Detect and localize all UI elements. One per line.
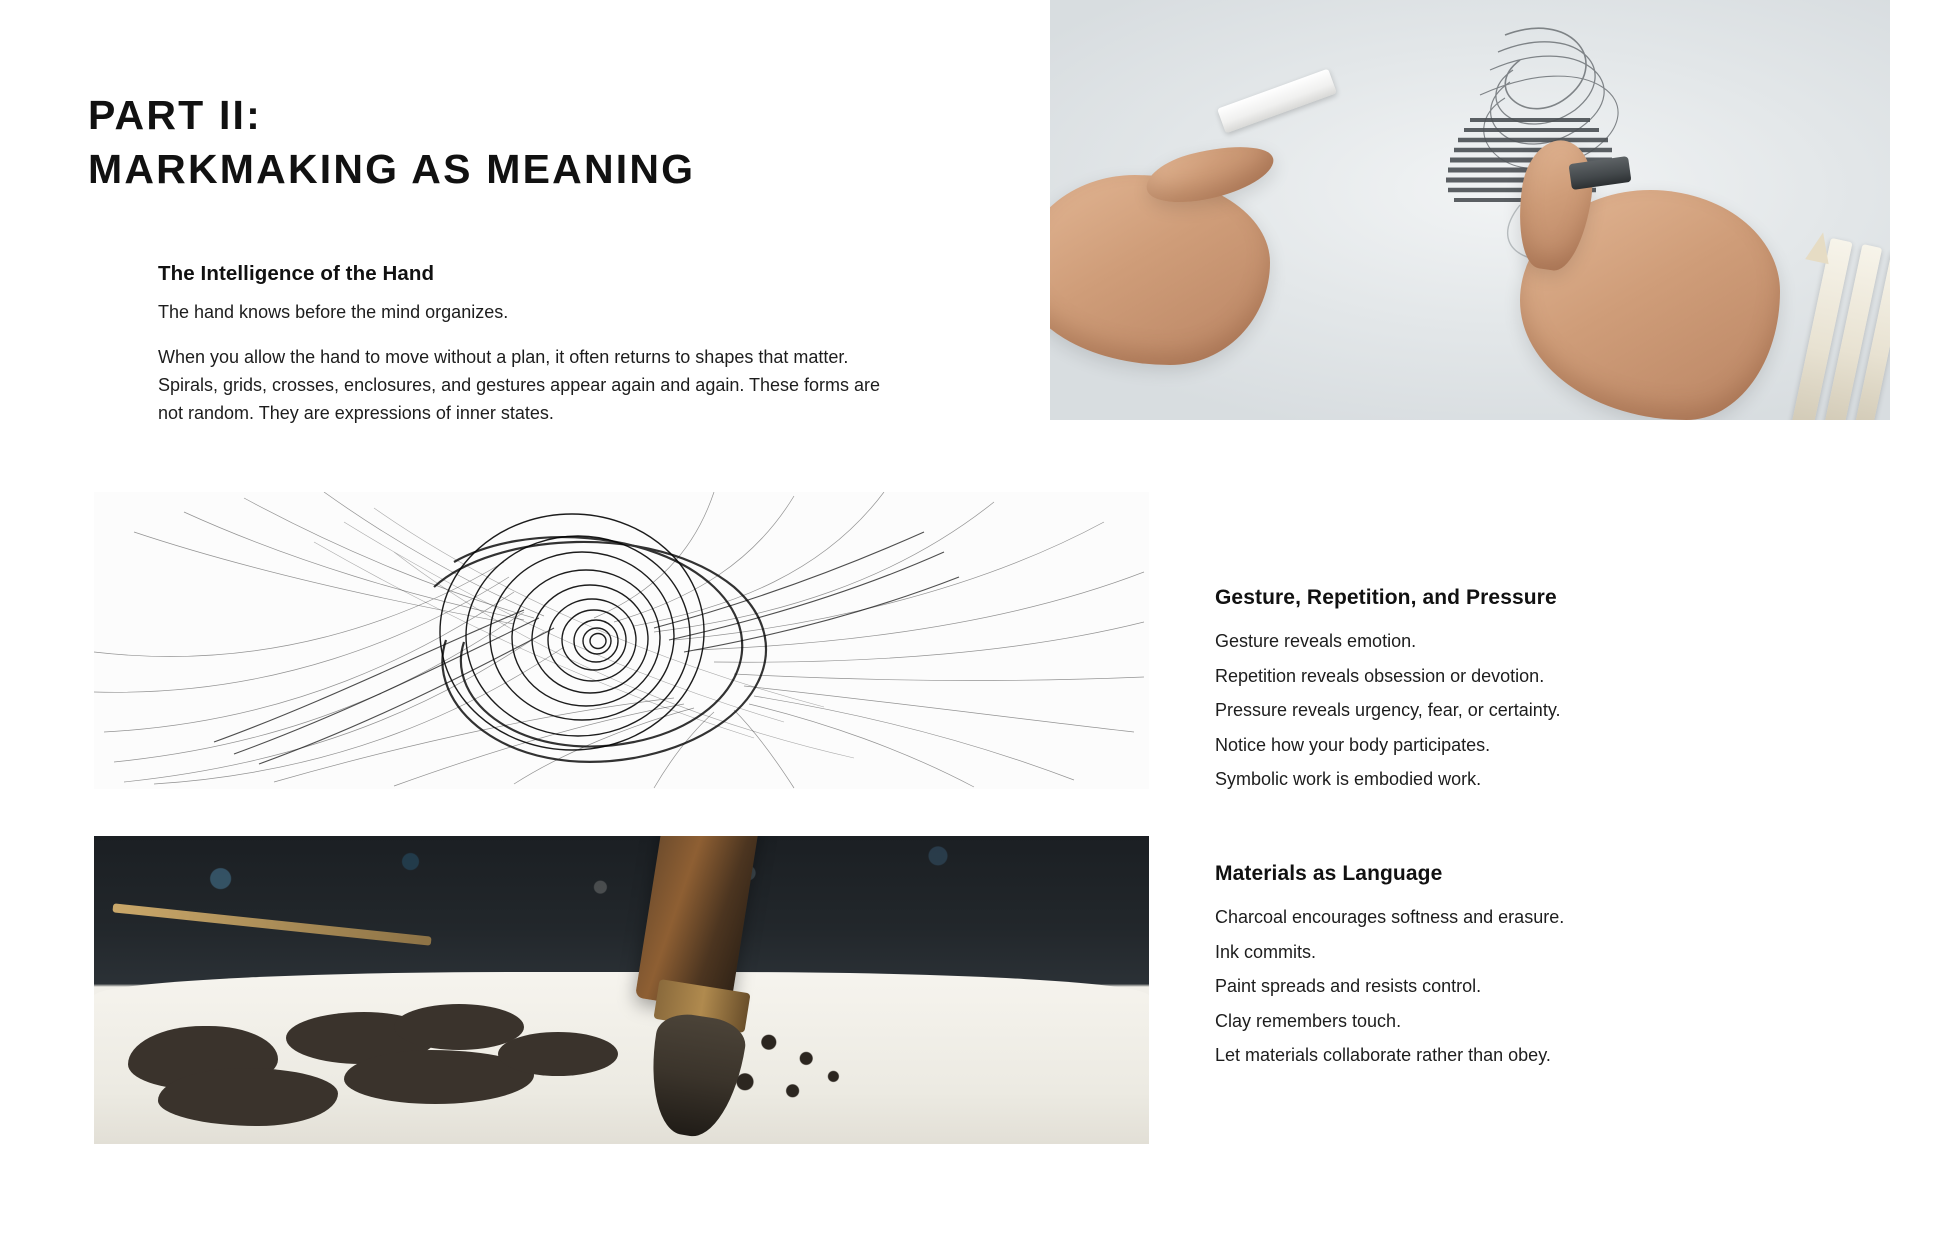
intro-heading: The Intelligence of the Hand <box>158 262 435 285</box>
spiral-scribble-artwork <box>94 492 1149 789</box>
intro-paragraph: When you allow the hand to move without a plan, it often returns to shapes that matter. Spirals, grids, crosses, enclosures, and gestures appear again and again. These forms are not random. They are expressions of inner states. <box>158 347 881 423</box>
title-line-2: MARKMAKING AS MEANING <box>88 146 696 193</box>
section-line: Symbolic work is embodied work. <box>1215 769 1482 790</box>
ink-mark-2 <box>158 1068 338 1126</box>
section-gesture-repetition-pressure <box>1215 586 1855 797</box>
section-heading: Gesture, Repetition, and Pressure <box>1215 586 1557 609</box>
section-line: Clay remembers touch. <box>1215 1010 1402 1031</box>
section-line: Paint spreads and resists control. <box>1215 976 1482 997</box>
page-title <box>88 88 988 196</box>
hands-charcoal-photo <box>1050 0 1890 420</box>
section-line: Ink commits. <box>1215 941 1317 962</box>
section-materials-as-language <box>1215 862 1855 1073</box>
title-line-1: PART II: <box>88 92 262 138</box>
background-paint-specks <box>94 836 1149 978</box>
section-line: Pressure reveals urgency, fear, or certainty. <box>1215 700 1561 721</box>
intro-section <box>158 262 903 428</box>
section-line: Gesture reveals emotion. <box>1215 631 1417 651</box>
section-line: Repetition reveals obsession or devotion. <box>1215 665 1545 686</box>
section-line: Let materials collaborate rather than obey. <box>1215 1045 1551 1066</box>
spiral-scribble-svg <box>94 492 1149 789</box>
section-line: Notice how your body participates. <box>1215 734 1491 755</box>
ink-mark-6 <box>498 1032 618 1076</box>
intro-lead: The hand knows before the mind organizes. <box>158 302 509 322</box>
section-line: Charcoal encourages softness and erasure. <box>1215 907 1565 927</box>
section-heading: Materials as Language <box>1215 862 1443 885</box>
brush-ink-photo <box>94 836 1149 1144</box>
